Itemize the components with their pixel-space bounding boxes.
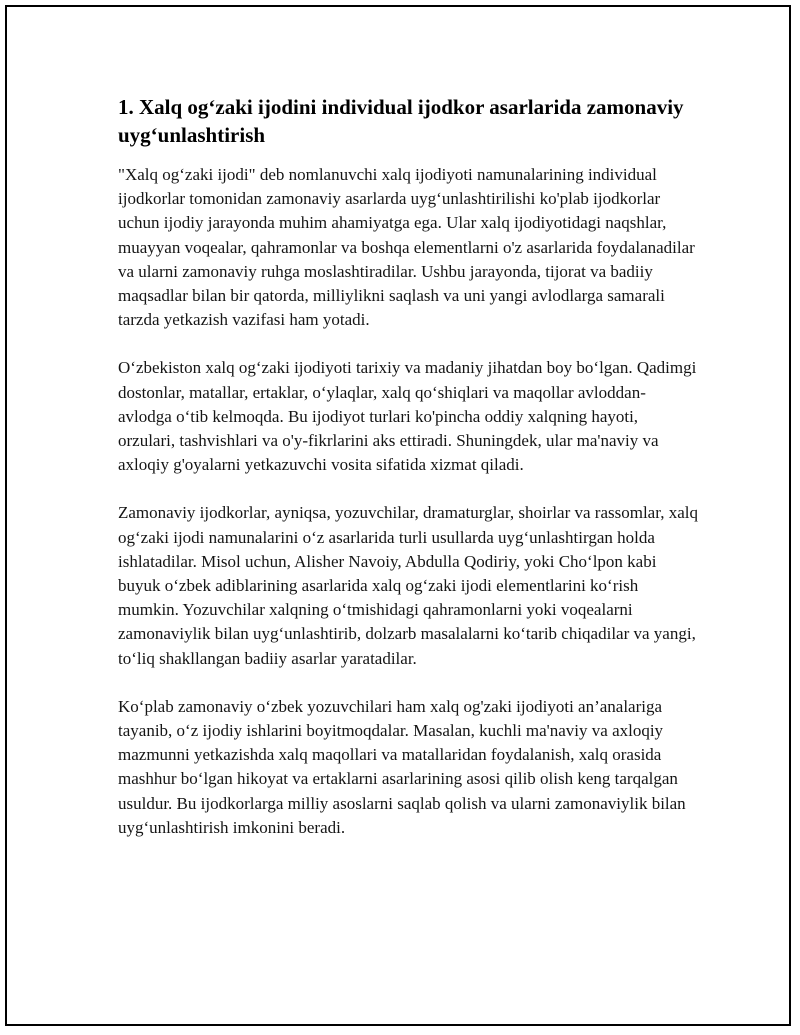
paragraph-3: Zamonaviy ijodkorlar, ayniqsa, yozuvchilar, dramaturglar, shoirlar va rassomlar, xalq og‘zaki ijodi namunalarini o‘z asarlarida turli usullarda uyg‘unlashtirgan holda ishlatadilar. Misol uchun, Alisher Navoiy, Abdulla Qodiriy, yoki Cho‘lpon kabi buyuk o‘zbek adiblarining asarlarida xalq og‘zaki ijodi elementlarini ko‘rish mumkin. Yozuvchilar xalqning o‘tmishidagi qahramonlarni yoki voqealarni zamonaviylik bilan uyg‘unlashtirib, dolzarb masalalarni ko‘tarib chiqadilar va yangi, to‘liq shakllangan badiiy asarlar yaratadilar. bbox=[118, 503, 698, 668]
paragraph-1: "Xalq og‘zaki ijodi" deb nomlanuvchi xalq ijodiyoti namunalarining individual ijodkorlar tomonidan zamonaviy asarlarda uyg‘unlashtirilishi ko'plab ijodkorlar uchun ijodiy jarayonda muhim ahamiyatga ega. Ular xalq ijodiyotidagi naqshlar, muayyan voqealar, qahramonlar va boshqa elementlarni o'z asarlarida foydalanadilar va ularni zamonaviy ruhga moslashtiradilar. Ushbu jarayonda, tijorat va badiiy maqsadlar bilan bir qatorda, milliylikni saqlash va uni yangi avlodlarga samarali tarzda yetkazish vazifasi ham yotadi. bbox=[118, 165, 695, 330]
document-body bbox=[118, 93, 698, 864]
paragraph-2: O‘zbekiston xalq og‘zaki ijodiyoti tarixiy va madaniy jihatdan boy bo‘lgan. Qadimgi dostonlar, matallar, ertaklar, o‘ylaqlar, xalq qo‘shiqlari va maqollar avloddan-avlodga o‘tib kelmoqda. Bu ijodiyot turlari ko'pincha oddiy xalqning hayoti, orzulari, tashvishlari va o'y-fikrlarini aks ettiradi. Shuningdek, ular ma'naviy va axloqiy g'oyalarni yetkazuvchi vosita sifatida xizmat qiladi. bbox=[118, 358, 697, 475]
section-heading: 1. Xalq og‘zaki ijodini individual ijodkor asarlarida zamonaviy uyg‘unlashtirish bbox=[118, 95, 684, 147]
paragraph-4: Ko‘plab zamonaviy o‘zbek yozuvchilari ham xalq og'zaki ijodiyoti an’analariga tayanib, o‘z ijodiy ishlarini boyitmoqdalar. Masalan, kuchli ma'naviy va axloqiy mazmunni yetkazishda xalq maqollari va matallaridan foydalanish, xalq orasida mashhur bo‘lgan hikoyat va ertaklarni asarlarining asosi qilib olish keng tarqalgan usuldur. Bu ijodkorlarga milliy asoslarni saqlab qolish va ularni zamonaviylik bilan uyg‘unlashtirish imkonini beradi. bbox=[118, 696, 686, 837]
